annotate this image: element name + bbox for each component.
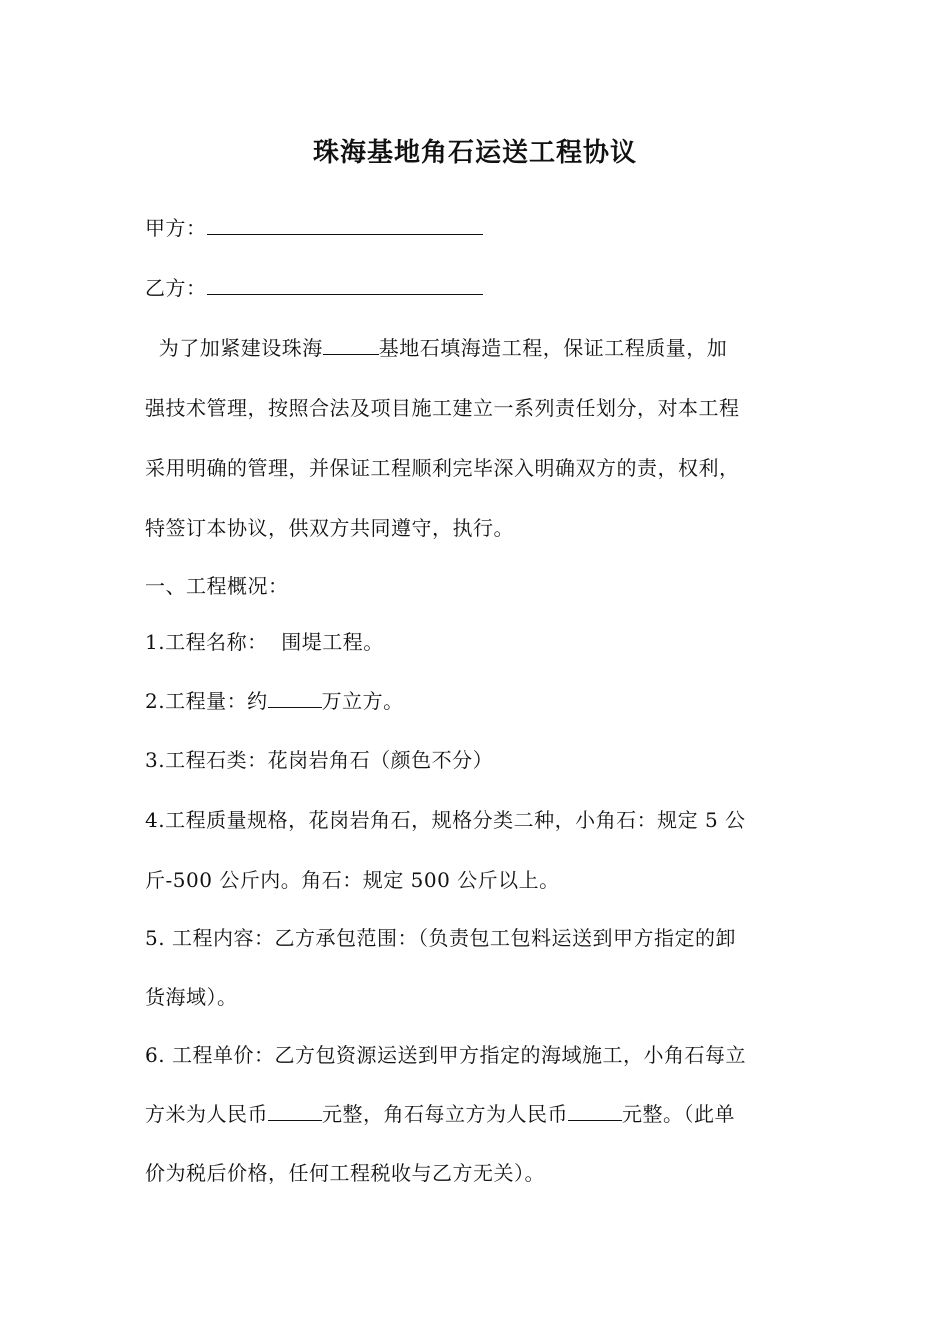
item-6-text: 元整。（此单 bbox=[622, 1102, 735, 1126]
party-a-label: 甲方： bbox=[145, 216, 207, 240]
section-heading: 一、工程概况： bbox=[145, 574, 289, 598]
item-1: 1.工程名称： 围堤工程。 bbox=[145, 630, 384, 654]
item-6-text: 方米为人民币 bbox=[145, 1102, 268, 1126]
party-b-line bbox=[145, 274, 810, 302]
item-2-text: 2.工程量：约 bbox=[145, 689, 268, 713]
item-5-line-2: 货海域）。 bbox=[145, 985, 238, 1009]
intro-line-4: 特签订本协议，供双方共同遵守，执行。 bbox=[145, 516, 514, 540]
item-4-line-2: 斤-500 公斤内。角石：规定 500 公斤以上。 bbox=[145, 868, 560, 892]
stone-price-blank bbox=[568, 1100, 622, 1121]
party-a-line bbox=[145, 214, 810, 242]
item-5-line-1: 5. 工程内容：乙方承包范围：（负责包工包料运送到甲方指定的卸 bbox=[145, 926, 736, 950]
intro-text: 为了加紧建设珠海 bbox=[145, 336, 323, 360]
item-4-line-1: 4.工程质量规格，花岗岩角石，规格分类二种，小角石：规定 5 公 bbox=[145, 808, 746, 832]
item-2-unit: 万立方。 bbox=[321, 689, 404, 713]
small-stone-price-blank bbox=[268, 1100, 322, 1121]
party-a-blank bbox=[207, 214, 483, 235]
item-2 bbox=[145, 687, 810, 715]
party-b-label: 乙方： bbox=[145, 276, 207, 300]
quantity-blank bbox=[268, 687, 322, 708]
item-6-line-1: 6. 工程单价：乙方包资源运送到甲方指定的海域施工，小角石每立 bbox=[145, 1043, 746, 1067]
item-6-line-3: 价为税后价格，任何工程税收与乙方无关）。 bbox=[145, 1161, 545, 1185]
document-title: 珠海基地角石运送工程协议 bbox=[312, 138, 637, 168]
base-name-blank bbox=[323, 334, 379, 355]
item-3: 3.工程石类：花岗岩角石（颜色不分） bbox=[145, 748, 494, 772]
party-b-blank bbox=[207, 274, 483, 295]
item-6-line-2 bbox=[145, 1100, 810, 1128]
intro-line-3: 采用明确的管理，并保证工程顺利完毕深入明确双方的责，权利， bbox=[145, 456, 740, 480]
intro-text: 基地石填海造工程，保证工程质量，加 bbox=[378, 336, 728, 360]
intro-line-2: 强技术管理，按照合法及项目施工建立一系列责任划分，对本工程 bbox=[145, 396, 740, 420]
intro-line-1 bbox=[145, 334, 810, 362]
item-6-text: 元整，角石每立方为人民币 bbox=[322, 1102, 568, 1126]
